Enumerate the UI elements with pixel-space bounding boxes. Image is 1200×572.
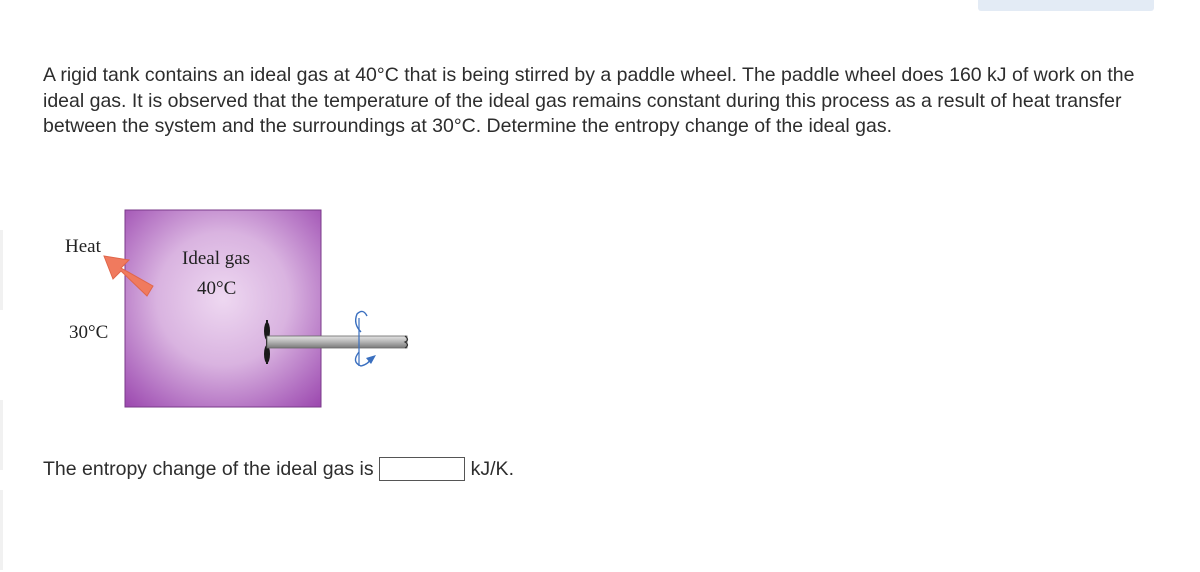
tank-diagram [55, 200, 435, 415]
surroundings-temp-label: 30°C [69, 322, 109, 343]
tank-figure [55, 200, 435, 415]
answer-prompt: The entropy change of the ideal gas is [43, 457, 374, 480]
answer-unit: kJ/K. [470, 457, 514, 480]
entropy-answer-input[interactable] [379, 457, 465, 481]
shaft [267, 336, 407, 348]
answer-row [43, 455, 514, 483]
left-edge-mark [0, 230, 3, 310]
gas-temp-label: 40°C [197, 278, 237, 299]
heat-label: Heat [65, 236, 101, 257]
left-edge-mark [0, 400, 3, 470]
problem-statement: A rigid tank contains an ideal gas at 40°C that is being stirred by a paddle wheel. The paddle wheel does 160 kJ of work on the ideal gas. It is observed that the temperature of the ideal gas remains constant during this process as a result of heat transfer between the system and the surroundings at 30°C. Determine the entropy change of the ideal gas. [43, 64, 1135, 137]
top-toolbar-tab [978, 0, 1154, 11]
gas-label: Ideal gas [182, 248, 251, 269]
tank-body [125, 210, 321, 407]
left-edge-mark [0, 490, 3, 570]
